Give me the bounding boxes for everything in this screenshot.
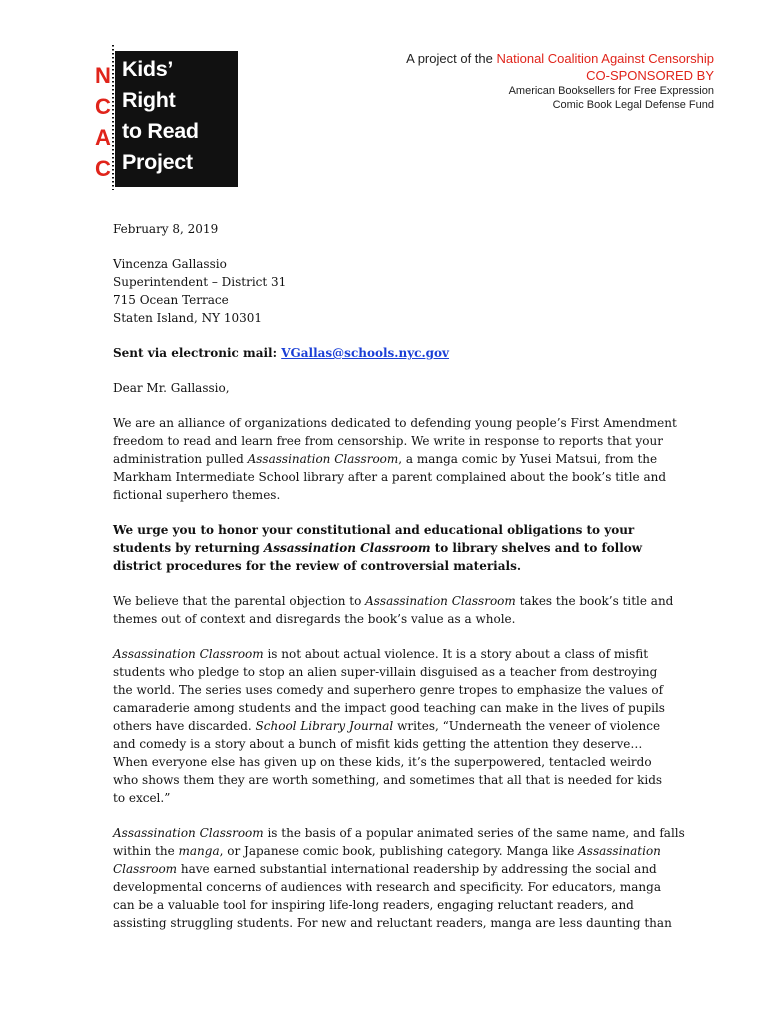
text-line: fictional superhero themes. xyxy=(113,488,281,502)
ncac-letter: C xyxy=(95,156,111,181)
text-line xyxy=(113,450,673,468)
italic-title: Assassination Classroom xyxy=(113,647,264,661)
text-line: and comedy is a story about a bunch of misfit kids getting the attention they deserve… xyxy=(113,737,643,751)
italic-title: Classroom xyxy=(113,862,178,876)
recipient-line: Vincenza Gallassio xyxy=(113,257,227,271)
logo-line: Kids’ xyxy=(122,57,174,81)
text-segment: within the xyxy=(113,844,179,858)
text-segment: We believe that the parental objection to xyxy=(113,594,366,608)
ncac-letter: C xyxy=(95,94,111,119)
logo-line: to Read xyxy=(122,119,199,143)
italic-title: manga xyxy=(178,844,220,858)
text-line: who shows them they are worth something, and sometimes that all that is needed for kids xyxy=(113,773,663,787)
project-of-line xyxy=(406,50,714,68)
paragraph-5 xyxy=(113,824,685,932)
text-line xyxy=(113,824,685,842)
logo-line: Right xyxy=(122,88,176,112)
text-line: Markham Intermediate School library after a parent complained about the book’s title and xyxy=(113,470,667,484)
text-line: district procedures for the review of controversial materials. xyxy=(113,559,521,573)
sponsor-name: American Booksellers for Free Expression xyxy=(508,85,714,97)
text-segment: , or Japanese comic book, publishing category. Manga like xyxy=(219,844,579,858)
italic-title: Assassination Classroom xyxy=(247,452,399,466)
text-segment: , a manga comic by Yusei Matsui, from the xyxy=(398,452,658,466)
sent-via-line xyxy=(113,344,673,362)
text-segment: takes the book’s title and xyxy=(515,594,674,608)
recipient-address xyxy=(113,255,673,327)
text-segment: to library shelves and to follow xyxy=(430,541,643,555)
ncac-letter: N xyxy=(95,63,111,88)
text-line: developmental concerns of audiences with research and specificity. For educators, manga xyxy=(113,880,661,894)
text-segment: others have discarded. xyxy=(113,719,256,733)
recipient-line: Superintendent – District 31 xyxy=(113,275,287,289)
text-line: We urge you to honor your constitutional and educational obligations to your xyxy=(113,523,635,537)
text-line xyxy=(113,717,673,735)
letter-body xyxy=(113,220,685,932)
text-line: students who pledge to stop an alien super-villain disguised as a teacher from destroying xyxy=(113,665,658,679)
text-line xyxy=(113,592,673,610)
salutation: Dear Mr. Gallassio, xyxy=(113,381,230,395)
recipient-line: 715 Ocean Terrace xyxy=(113,293,229,307)
sponsor-name: Comic Book Legal Defense Fund xyxy=(552,99,714,111)
italic-title: Assassination Classroom xyxy=(113,826,264,840)
ncac-letters xyxy=(94,60,112,184)
italic-title: Assassination xyxy=(578,844,661,858)
letterhead xyxy=(406,50,714,112)
text-line: assisting struggling students. For new and reluctant readers, manga are less daunting than xyxy=(113,916,672,930)
project-prefix: A project of the xyxy=(406,51,497,66)
italic-title: Assassination Classroom xyxy=(263,541,431,555)
paragraph-4 xyxy=(113,645,673,807)
text-segment: students by returning xyxy=(113,541,264,555)
letter-date: February 8, 2019 xyxy=(113,222,219,236)
text-segment: is not about actual violence. It is a story about a class of misfit xyxy=(263,647,649,661)
ncac-letter: A xyxy=(95,125,111,150)
text-line: We are an alliance of organizations dedicated to defending young people’s First Amendment xyxy=(113,416,677,430)
text-segment: writes, “Underneath the veneer of violence xyxy=(393,719,661,733)
text-segment: administration pulled xyxy=(113,452,248,466)
text-line xyxy=(113,842,673,860)
paragraph-2-bold-request xyxy=(113,521,673,575)
text-line: can be a valuable tool for inspiring life-long readers, engaging reluctant readers, and xyxy=(113,898,634,912)
logo-line: Project xyxy=(122,150,193,174)
text-line: When everyone else has given up on these kids, it’s the superpowered, tentacled weirdo xyxy=(113,755,652,769)
text-line xyxy=(113,645,673,663)
text-line: freedom to read and learn free from censorship. We write in response to reports that your xyxy=(113,434,663,448)
paragraph-1 xyxy=(113,414,677,504)
italic-title: School Library Journal xyxy=(255,719,394,733)
text-segment: have earned substantial international readership by addressing the social and xyxy=(177,862,657,876)
paragraph-3 xyxy=(113,592,673,628)
sent-via-label: Sent via electronic mail: xyxy=(113,346,282,360)
text-segment: is the basis of a popular animated series of the same name, and falls xyxy=(263,826,685,840)
recipient-line: Staten Island, NY 10301 xyxy=(113,311,263,325)
email-link[interactable]: VGallas@schools.nyc.gov xyxy=(281,346,450,360)
ncac-org-name: National Coalition Against Censorship xyxy=(496,51,714,66)
logo-dotted-divider xyxy=(112,45,114,190)
text-line xyxy=(113,860,673,878)
italic-title: Assassination Classroom xyxy=(365,594,516,608)
cosponsored-label: CO-SPONSORED BY xyxy=(586,68,714,83)
text-line: themes out of context and disregards the book’s value as a whole. xyxy=(113,612,516,626)
kids-right-to-read-logo xyxy=(115,51,238,187)
text-line xyxy=(113,539,673,557)
text-line: camaraderie among students and the impact good teaching can make in the lives of pupils xyxy=(113,701,665,715)
text-line: the world. The series uses comedy and superhero genre tropes to emphasize the values of xyxy=(113,683,664,697)
text-line: to excel.” xyxy=(113,791,171,805)
